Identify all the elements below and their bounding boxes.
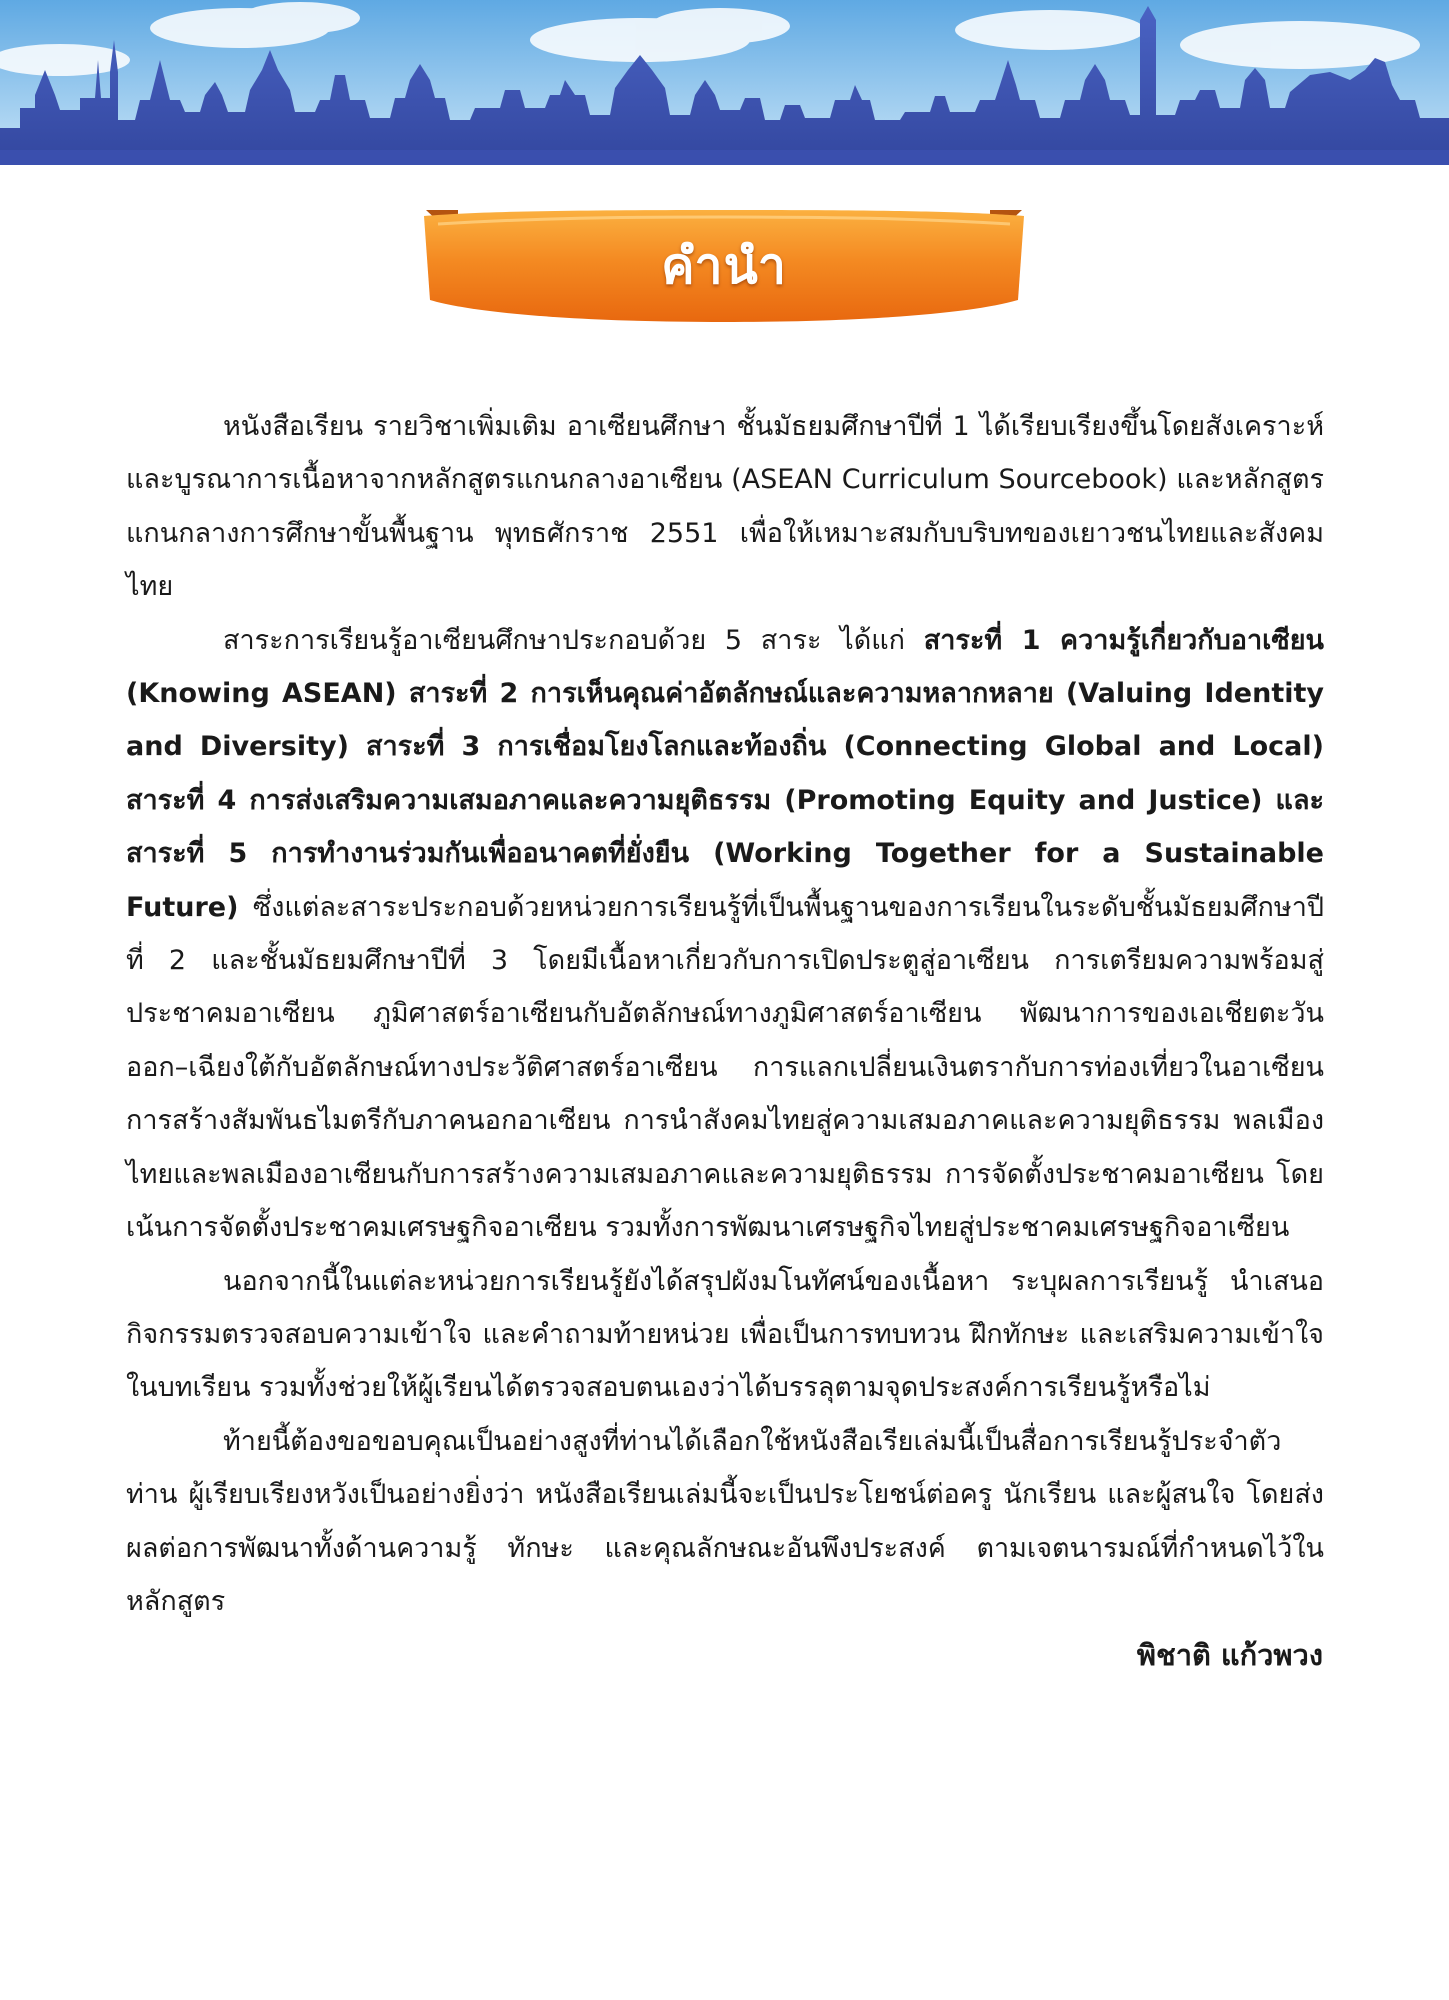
paragraph-2-strands: สาระที่ 1 ความรู้เกี่ยวกับอาเซียน (Knowing ASEAN) สาระที่ 2 การเห็นคุณค่าอัตลักษณ์และความหลากหลาย (Valuing Identity and Diversity) สาระที่ 3 การเชื่อมโยงโลกและท้องถิ่น (Connecting Global and Local) สาระที่ 4 การส่งเสริมความเสมอภาคและความยุติธรรม (Promoting Equity and Justice) และสาระที่ 5 การทำงานร่วมกันเพื่ออนาคตที่ยั่งยืน (Working Together for a Sustainable Future) — [126, 624, 1324, 923]
paragraph-1: หนังสือเรียน รายวิชาเพิ่มเติม อาเซียนศึกษา ชั้นมัธยมศึกษาปีที่ 1 ได้เรียบเรียงขึ้นโดยสังเคราะห์และบูรณาการเนื้อหาจากหลักสูตรแกนกลางอาเซียน (ASEAN Curriculum Sourcebook) และหลักสูตรแกนกลางการศึกษาขั้นพื้นฐาน พุทธศักราช 2551 เพื่อให้เหมาะสมกับบริบทของเยาวชนไทยและสังคมไทย — [126, 411, 1324, 603]
title-ribbon — [418, 210, 1030, 322]
author-signature: พิชาติ แก้วพวง — [1136, 1638, 1323, 1672]
paragraph-2 — [126, 614, 1324, 1255]
page-title: คำนำ — [661, 236, 787, 295]
preface-body — [126, 400, 1324, 1628]
asean-skyline-banner — [0, 0, 1449, 165]
paragraph-2-intro: สาระการเรียนรู้อาเซียนศึกษาประกอบด้วย 5 สาระ ได้แก่ — [223, 624, 924, 656]
paragraph-2-rest: ซึ่งแต่ละสาระประกอบด้วยหน่วยการเรียนรู้ที่เป็นพื้นฐานของการเรียนในระดับชั้นมัธยมศึกษาปีที่ 2 และชั้นมัธยมศึกษาปีที่ 3 โดยมีเนื้อหาเกี่ยวกับการเปิดประตูสู่อาเซียน การเตรียมความพร้อมสู่ประชาคมอาเซียน ภูมิศาสตร์อาเซียนกับอัตลักษณ์ทางภูมิศาสตร์อาเซียน พัฒนาการของเอเชียตะวันออก–เฉียงใต้กับอัตลักษณ์ทางประวัติศาสตร์อาเซียน การแลกเปลี่ยนเงินตรากับการท่องเที่ยวในอาเซียน การสร้างสัมพันธไมตรีกับภาคนอกอาเซียน การนำสังคมไทยสู่ความเสมอภาคและความยุติธรรม พลเมืองไทยและพลเมืองอาเซียนกับการสร้างความเสมอภาคและความยุติธรรม การจัดตั้งประชาคมอาเซียน โดยเน้นการจัดตั้งประชาคมเศรษฐกิจอาเซียน รวมทั้งการพัฒนาเศรษฐกิจไทยสู่ประชาคมเศรษฐกิจอาเซียน — [126, 891, 1324, 1244]
paragraph-3: นอกจากนี้ในแต่ละหน่วยการเรียนรู้ยังได้สรุปผังมโนทัศน์ของเนื้อหา ระบุผลการเรียนรู้ นำเสนอกิจกรรมตรวจสอบความเข้าใจ และคำถามท้ายหน่วย เพื่อเป็นการทบทวน ฝึกทักษะ และเสริมความเข้าใจในบทเรียน รวมทั้งช่วยให้ผู้เรียนได้ตรวจสอบตนเองว่าได้บรรลุตามจุดประสงค์การเรียนรู้หรือไม่ — [126, 1265, 1324, 1404]
paragraph-4: ท้ายนี้ต้องขอขอบคุณเป็นอย่างสูงที่ท่านได้เลือกใช้หนังสือเรียเล่มนี้เป็นสื่อการเรียนรู้ประจำตัวท่าน ผู้เรียบเรียงหวังเป็นอย่างยิ่งว่า หนังสือเรียนเล่มนี้จะเป็นประโยชน์ต่อครู นักเรียน และผู้สนใจ โดยส่งผลต่อการพัฒนาทั้งด้านความรู้ ทักษะ และคุณลักษณะอันพึงประสงค์ ตามเจตนารมณ์ที่กำหนดไว้ในหลักสูตร — [126, 1425, 1324, 1617]
